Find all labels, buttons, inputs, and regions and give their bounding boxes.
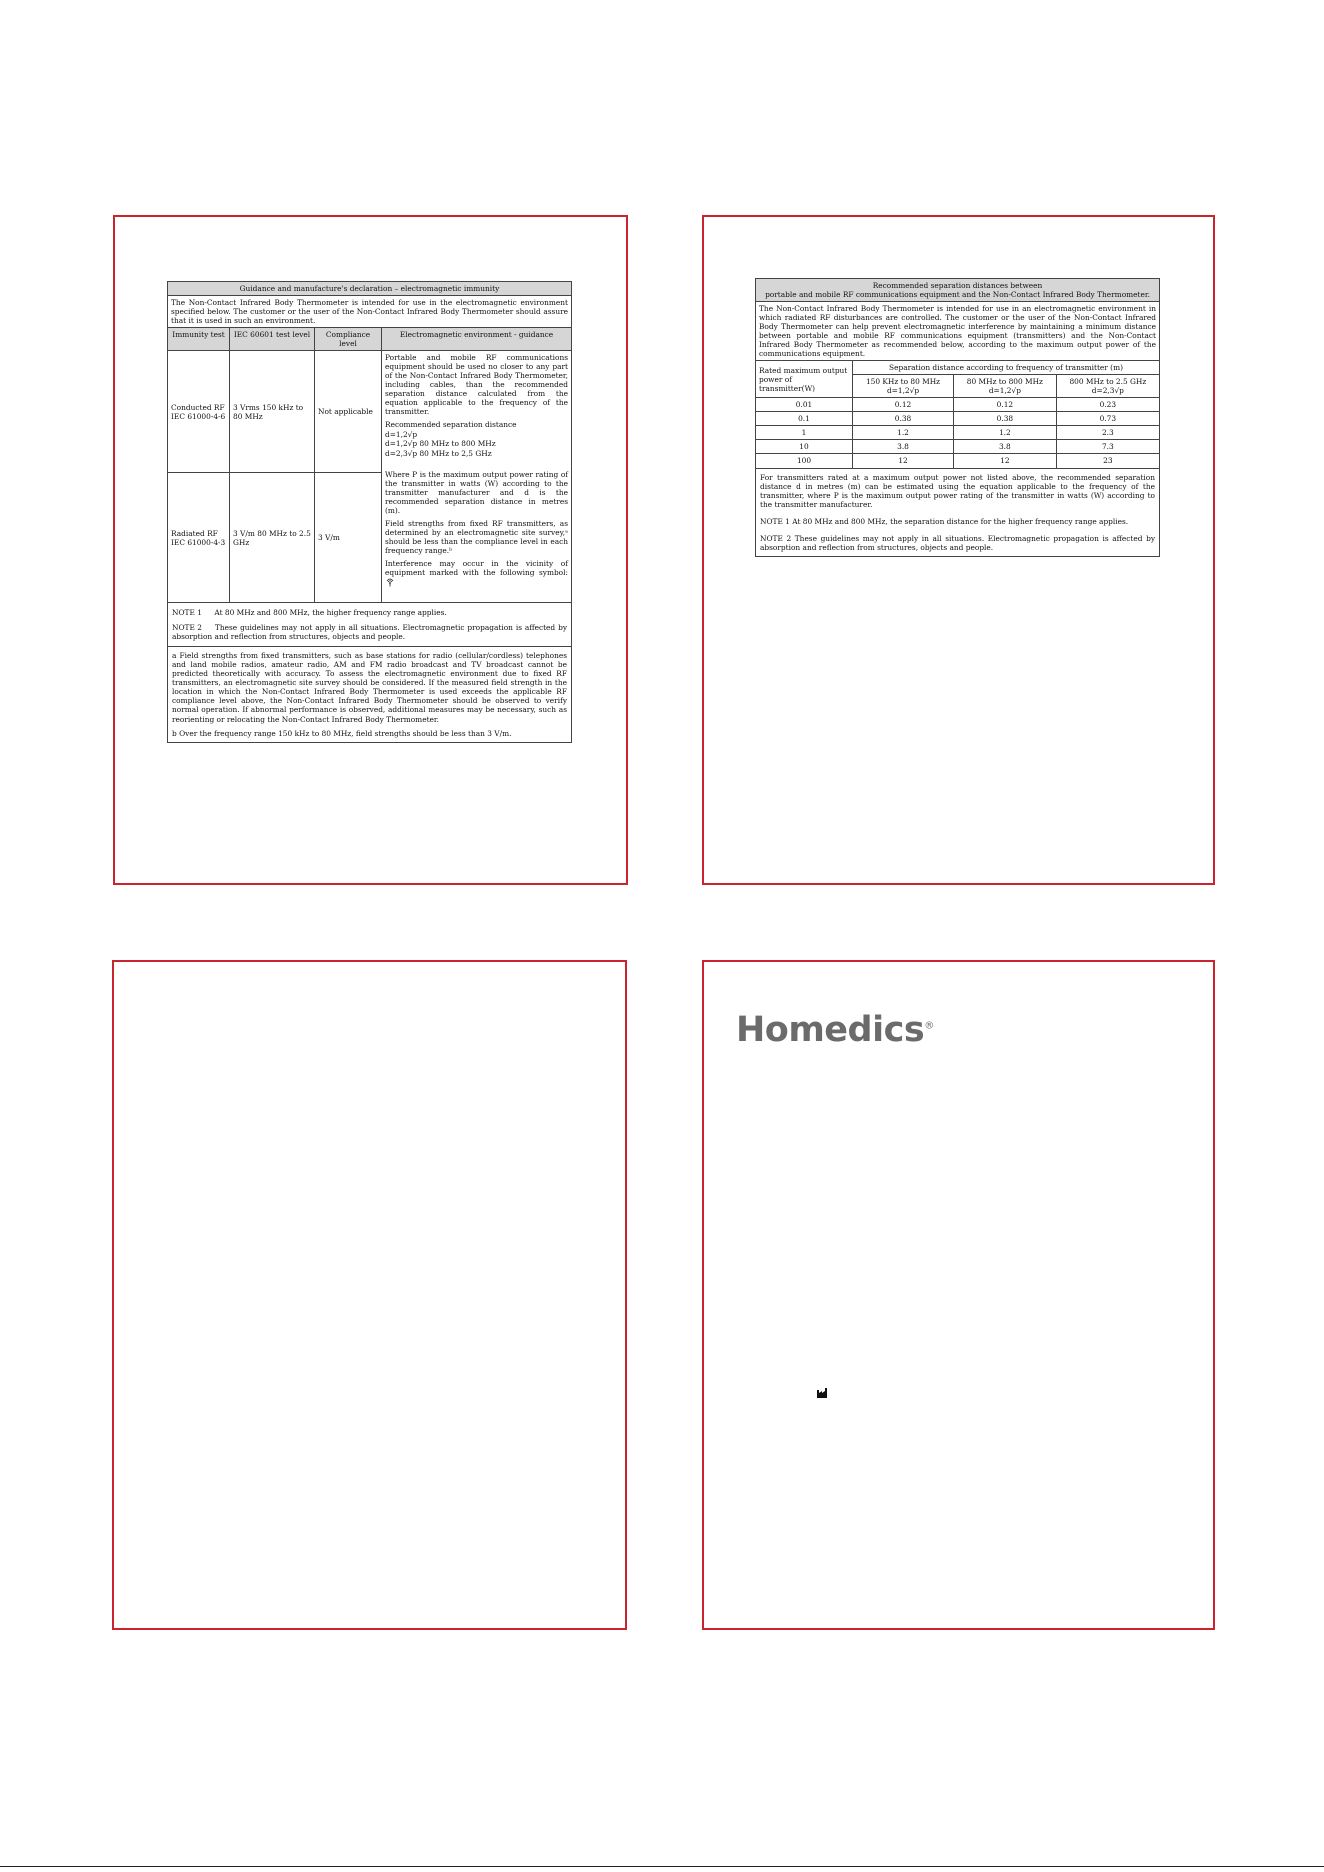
table-cell: 100 [756,454,853,468]
table-cell: 7.3 [1056,440,1159,454]
immunity-intro: The Non-Contact Infrared Body Thermometer is intended for use in the electromagnetic environment specified below. The customer or the user of the Non-Contact Infrared Body Thermometer should assure that it is used in such an environment. [168,296,572,328]
col-formula: d=1,2√p [886,386,920,396]
conducted-rf-level: 3 Vrms 150 kHz to 80 MHz [230,351,315,473]
table-cell: 0.01 [756,398,853,412]
table-row [756,454,1160,468]
footnote-a: a Field strengths from fixed transmitters, such as base stations for radio (cellular/cordless) telephones and land mobile radios, amateur radio, AM and FM radio broadcast and TV broadcast cannot be predicted theoretically with accuracy. To assess the electromagnetic environment due to fixed RF transmitters, an electromagnetic site survey should be considered. If the measured field strength in the location in which the Non-Contact Infrared Body Thermometer is used exceeds the applicable RF compliance level above, the Non-Contact Infrared Body Thermometer should be observed to verify normal operation. If abnormal performance is observed, additional measures may be necessary, such as reorienting or relocating the Non-Contact Infrared Body Thermometer. [172,651,567,724]
rf-warning-icon [385,577,395,587]
col-range: 80 MHz to 800 MHz [966,377,1043,387]
table-row [756,398,1160,412]
page-separation-distances [702,215,1215,885]
table-cell: 0.73 [1056,412,1159,426]
immunity-table [167,281,572,743]
note2-text: These guidelines may not apply in all situations. Electromagnetic propagation is affected by absorption and reflection from structures, objects and people. [172,623,567,642]
table-cell: 2.3 [1056,426,1159,440]
note1-label: NOTE 1 [172,608,202,618]
col-range: 150 KHz to 80 MHz [865,377,941,387]
guidance-p5: Interference may occur in the vicinity of equipment marked with the following symbol: [385,558,568,577]
table-cell: 10 [756,440,853,454]
separation-title-line1: Recommended separation distances between [872,281,1043,290]
guidance-p5-wrap [385,559,568,587]
col-header-1 [853,375,954,398]
separation-intro: The Non-Contact Infrared Body Thermometer is intended for use in an electromagnetic environment in which radiated RF disturbances are controlled. The customer or the user of the Non-Contact Infrared Body Thermometer can help prevent electromagnetic interference by maintaining a minimum distance between portable and mobile RF communications equipment (transmitters) and the Non-Contact Infrared Body Thermometer as recommended below, according to the maximum output power of the communications equipment. [756,302,1160,361]
header-guidance: Electromagnetic environment - guidance [382,328,572,351]
formula-2: d=1,2√p 80 MHz to 800 MHz [385,439,496,449]
separation-footer-text: For transmitters rated at a maximum output power not listed above, the recommended separation distance d in metres (m) can be estimated using the equation applicable to the frequency of the transmitter, where P is the maximum output power rating of the transmitter in watts (W) according to the transmitter manufacturer. [760,472,1155,509]
guidance-p3: Where P is the maximum output power rating of the transmitter in watts (W) according to the transmitter manufacturer and d is the recommended separation distance in metres (m). [385,469,568,515]
radiated-rf-test: Radiated RF IEC 61000-4-3 [168,473,230,603]
brand-name: Homedics [736,1010,925,1050]
table-cell: 0.23 [1056,398,1159,412]
table-cell: 0.38 [954,412,1057,426]
table-cell: 23 [1056,454,1159,468]
separation-note2: NOTE 2 These guidelines may not apply in all situations. Electromagnetic propagation is affected by absorption and reflection from structures, objects and people. [760,533,1155,552]
rated-power-header: Rated maximum output power of transmitter(W) [756,361,853,398]
table-row [756,440,1160,454]
footnote-b: b Over the frequency range 150 kHz to 80 MHz, field strengths should be less than 3 V/m. [172,728,512,738]
separation-notes-cell [756,468,1160,556]
immunity-table-title: Guidance and manufacture's declaration – electromagnetic immunity [168,282,572,296]
manufacturer-icon [816,1387,828,1399]
separation-title-line2: portable and mobile RF communications equipment and the Non-Contact Infrared Body Thermometer. [765,290,1150,300]
table-row [756,426,1160,440]
note1-text: At 80 MHz and 800 MHz, the higher frequency range applies. [214,608,447,618]
header-compliance-level: Compliance level [315,328,382,351]
conducted-rf-compliance: Not applicable [315,351,382,473]
table-cell: 0.12 [954,398,1057,412]
page-back-cover [702,960,1215,1630]
homedics-logo [736,1010,934,1050]
col-header-3 [1056,375,1159,398]
col-formula: d=1,2√p [988,386,1021,396]
separation-header: Separation distance according to frequency of transmitter (m) [853,361,1160,375]
formula-1: d=1,2√p [385,430,418,440]
table-cell: 12 [954,454,1057,468]
page-blank [112,960,627,1630]
table-cell: 1.2 [954,426,1057,440]
guidance-cell [382,351,572,603]
page-emc-immunity [113,215,628,885]
guidance-p1: Portable and mobile RF communications equipment should be used no closer to any part of the Non-Contact Infrared Body Thermometer, including cables, than the recommended separation distance calculated from the equation applicable to the frequency of the transmitter. [385,353,568,417]
conducted-rf-test: Conducted RF IEC 61000-4-6 [168,351,230,473]
table-cell: 3.8 [853,440,954,454]
guidance-p4: Field strengths from fixed RF transmitters, as determined by an electromagnetic site survey,ᵃ should be less than the compliance level in each frequency range.ᵇ [385,518,568,555]
bottom-rule [0,1866,1324,1867]
formula-3: d=2,3√p 80 MHz to 2,5 GHz [385,448,492,458]
note2-label: NOTE 2 [172,623,202,633]
col-formula: d=2,3√p [1091,386,1124,396]
table-cell: 0.38 [853,412,954,426]
table-cell: 12 [853,454,954,468]
col-header-2 [954,375,1057,398]
guidance-p2: Recommended separation distance [385,420,517,430]
separation-table [755,278,1160,557]
trademark-symbol: ® [924,1020,934,1032]
table-cell: 1 [756,426,853,440]
table-row [756,412,1160,426]
header-test-level: IEC 60601 test level [230,328,315,351]
radiated-rf-compliance: 3 V/m [315,473,382,603]
header-immunity-test: Immunity test [168,328,230,351]
table-cell: 1.2 [853,426,954,440]
separation-note1: NOTE 1 At 80 MHz and 800 MHz, the separation distance for the higher frequency range applies. [760,516,1129,526]
table-cell: 0.1 [756,412,853,426]
separation-table-title [756,279,1160,302]
col-range: 800 MHz to 2.5 GHz [1069,377,1147,387]
notes-cell [168,603,572,647]
table-cell: 3.8 [954,440,1057,454]
table-cell: 0.12 [853,398,954,412]
radiated-rf-level: 3 V/m 80 MHz to 2.5 GHz [230,473,315,603]
footnotes-cell [168,647,572,742]
